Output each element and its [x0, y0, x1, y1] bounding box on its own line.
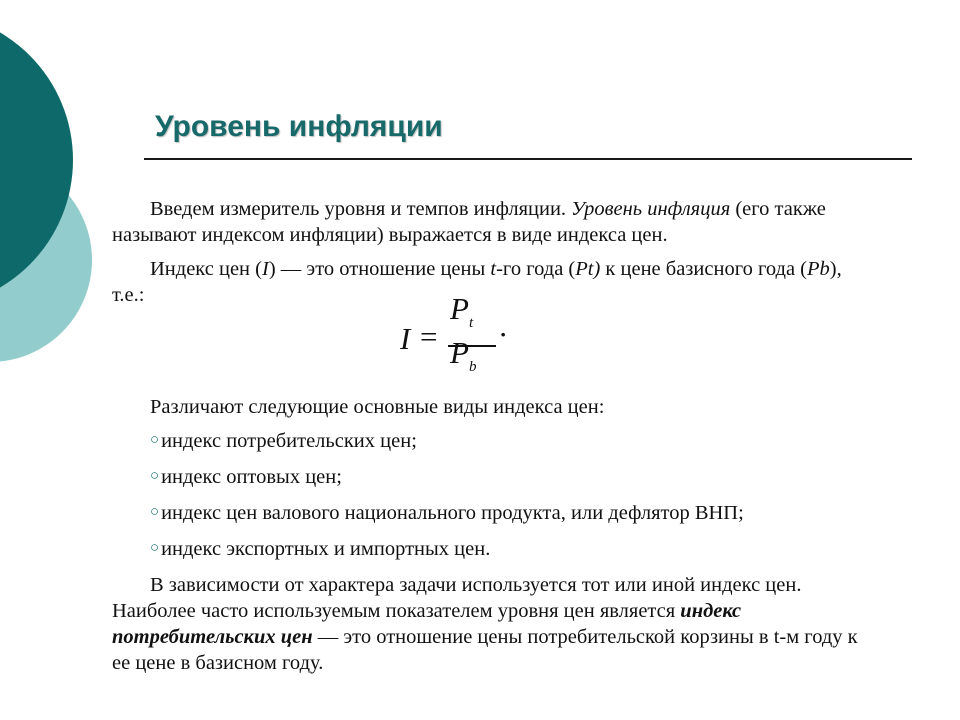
- list-item: [150, 428, 872, 456]
- bullet-circle-icon: ○: [150, 504, 160, 520]
- slide-title: Уровень инфляции: [155, 110, 443, 143]
- formula-numerator: [450, 291, 474, 331]
- light-teal-circle: [0, 158, 92, 362]
- slide-body: [112, 196, 872, 684]
- formula-dot: ·: [498, 317, 509, 352]
- paragraph-intro: [112, 196, 872, 248]
- italic-var: t: [490, 258, 497, 280]
- list-item-text: индекс потребительских цен;: [161, 430, 417, 452]
- list-item: [150, 464, 872, 492]
- denominator-symbol: P: [450, 335, 469, 370]
- list-item: [150, 500, 872, 528]
- bold-italic-term: индекс потребительских цен: [112, 600, 742, 648]
- bullet-circle-icon: ○: [150, 468, 160, 484]
- paragraph-types-intro: Различают следующие основные виды индекса цен:: [150, 396, 605, 418]
- list-item-text: индекс оптовых цен;: [161, 466, 342, 488]
- formula-denominator: [450, 335, 477, 375]
- text: Индекс цен (: [150, 258, 262, 280]
- text: ) — это отношение цены: [268, 258, 491, 280]
- italic-var: Pt): [575, 258, 601, 280]
- text: -го года (: [496, 258, 576, 280]
- dark-teal-circle: [0, 12, 73, 308]
- list-item-text: индекс цен валового национального продукта, или дефлятор ВНП;: [161, 502, 744, 524]
- italic-var: Pb: [807, 258, 830, 280]
- title-divider: [144, 158, 912, 160]
- list-item-text: индекс экспортных и импортных цен.: [161, 538, 491, 560]
- italic-var: I: [261, 258, 269, 280]
- paragraph-conclusion: [112, 572, 872, 676]
- paragraph-index-definition: [112, 256, 872, 308]
- bullet-circle-icon: ○: [150, 432, 160, 448]
- italic-term: Уровень инфляция: [571, 198, 731, 220]
- formula-lhs: I: [400, 321, 411, 356]
- text: (его также называют индексом инфляции) выражается в виде индекса цен.: [112, 198, 826, 246]
- list-item: [150, 536, 872, 564]
- text: к цене базисного года (: [600, 258, 807, 280]
- numerator-subscript: t: [468, 315, 474, 331]
- text: ), т.е.:: [112, 258, 842, 306]
- denominator-subscript: b: [468, 359, 477, 375]
- bullet-circle-icon: ○: [150, 540, 160, 556]
- price-index-formula: [112, 291, 872, 388]
- text: Введем измеритель уровня и темпов инфляции.: [150, 198, 572, 220]
- text: — это отношение цены потребительской корзины в t-м году к ее цене в базисном году.: [112, 626, 858, 674]
- numerator-symbol: P: [450, 291, 469, 326]
- formula-equals: =: [420, 319, 438, 354]
- text: В зависимости от характера задачи используется тот или иной индекс цен. Наиболее часто используемым показателем уровня цен является: [112, 574, 802, 622]
